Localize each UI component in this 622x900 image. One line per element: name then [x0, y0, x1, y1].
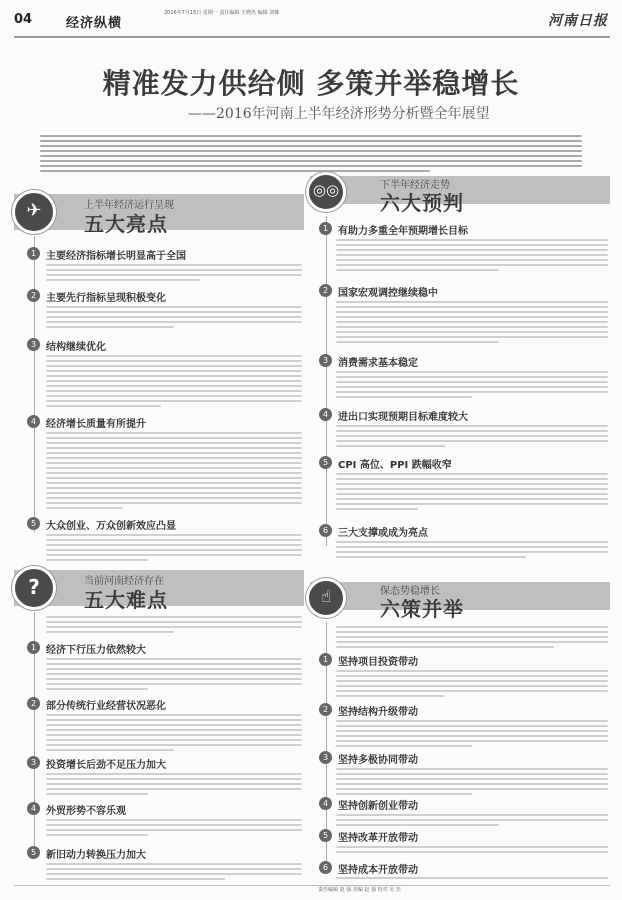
header-info: 2016年7月15日 星期一 责任编辑 王晓杰 编辑 刘娜 — [164, 10, 280, 16]
footer-credits: 责任编辑 赵 强 美编 赵 强 校对 吴 杰 — [318, 887, 401, 893]
article-subtitle: ——2016年河南上半年经济形势分析暨全年展望 — [188, 106, 490, 122]
item-heading: 外贸形势不容乐观 — [46, 806, 126, 817]
intro-paragraph — [40, 135, 582, 175]
page-header — [14, 10, 610, 34]
header-rule — [14, 36, 610, 38]
section-kicker: 上半年经济运行呈现 — [84, 200, 174, 211]
item-heading: 坚持成本开放带动 — [338, 865, 418, 876]
item-text — [336, 877, 608, 882]
item-heading: 进出口实现预期目标难度较大 — [338, 412, 468, 423]
item-heading: 主要先行指标呈现积极变化 — [46, 293, 166, 304]
newspaper-page: 04 经济纵横 2016年7月15日 星期一 责任编辑 王晓杰 编辑 刘娜 河南日报 精准发力供给侧 多策并举稳增长 ——2016年河南上半年经济形势分析暨全年展望 ◎◎ 下半年经济走势 六大预判 1 有助力多重全年预期增长目标 2 国家宏观调控继续稳中 3 消费需求基本稳定 4 进出口实现预期目标难度较大 5 CPI 高位、PPI 跌幅收窄 6 三大支撑或成为亮点 ☝ 保态势稳增长 六策并举 1 坚持项目投资带动 2 坚持结构升级带动 3 坚持多极协同带动 4 坚持创新创业带动 5 坚持改革开放带动 6 坚持成本开放带动 ✈ 上半年经济运行呈现 五大亮点 1 主要经济指标增长明显高于全国 2 主要先行指标呈现积极变化 3 结构继续优化 4 经济增长质量有所提升 5 大众创业、万众创新效应凸显 ? 当前河南经济存在 五大难点 1 经济下行压力依然较大 2 部分传统行业经营状况恶化 3 投资增长后劲不足压力加大 4 外贸形势不容乐观 5 新旧动力转换压力加大 责任编辑 赵 强 美编 赵 强 校对 吴 杰 — [0, 0, 622, 900]
item-text — [336, 541, 608, 561]
article-title: 精准发力供给侧 多策并举稳增长 — [102, 67, 520, 100]
item-text — [336, 301, 608, 346]
section-heading: 五大亮点 — [84, 212, 168, 236]
item-heading: 经济增长质量有所提升 — [46, 419, 146, 430]
item-text — [336, 239, 608, 274]
section-intro — [46, 616, 302, 636]
item-text — [46, 658, 302, 693]
item-text — [336, 473, 608, 513]
item-heading: 坚持多极协同带动 — [338, 755, 418, 766]
item-heading: 大众创业、万众创新效应凸显 — [46, 521, 176, 532]
timeline-line — [326, 216, 327, 546]
section-intro — [336, 626, 608, 651]
item-text — [46, 863, 302, 883]
item-text — [336, 720, 608, 750]
item-text — [336, 768, 608, 798]
rocket-icon: ✈ — [12, 190, 56, 234]
item-heading: 消费需求基本稳定 — [338, 358, 418, 369]
section-name: 经济纵横 — [66, 16, 123, 31]
item-heading: 结构继续优化 — [46, 342, 106, 353]
item-text — [46, 773, 302, 798]
item-heading: 国家宏观调控继续稳中 — [338, 288, 438, 299]
page-number: 04 — [14, 12, 33, 27]
item-text — [46, 534, 302, 564]
item-heading: 主要经济指标增长明显高于全国 — [46, 251, 186, 262]
item-text — [46, 432, 302, 512]
item-heading: 新旧动力转换压力加大 — [46, 850, 146, 861]
item-heading: CPI 高位、PPI 跌幅收窄 — [338, 460, 452, 471]
hand-money-icon: ☝ — [306, 578, 346, 618]
item-heading: 有助力多重全年预期增长目标 — [338, 226, 468, 237]
section-heading: 六大预判 — [380, 191, 464, 215]
item-heading: 坚持项目投资带动 — [338, 657, 418, 668]
item-heading: 坚持改革开放带动 — [338, 833, 418, 844]
item-heading: 坚持结构升级带动 — [338, 707, 418, 718]
item-text — [336, 371, 608, 401]
binoculars-icon: ◎◎ — [306, 172, 346, 212]
item-heading: 坚持创新创业带动 — [338, 801, 418, 812]
item-heading: 投资增长后劲不足压力加大 — [46, 760, 166, 771]
item-text — [336, 846, 608, 856]
section-kicker: 保态势稳增长 — [380, 586, 440, 597]
section-heading: 五大难点 — [84, 588, 168, 612]
section-kicker: 当前河南经济存在 — [84, 576, 164, 587]
section-kicker: 下半年经济走势 — [380, 180, 450, 191]
newspaper-logo: 河南日报 — [548, 13, 608, 29]
item-text — [336, 670, 608, 700]
item-heading: 经济下行压力依然较大 — [46, 645, 146, 656]
item-text — [336, 425, 608, 450]
item-text — [46, 714, 302, 754]
item-text — [46, 355, 302, 410]
section-heading: 六策并举 — [380, 597, 464, 621]
timeline-line — [34, 236, 35, 532]
item-text — [46, 819, 302, 839]
item-text — [46, 306, 302, 331]
footer-rule — [14, 885, 610, 886]
item-heading: 三大支撑或成为亮点 — [338, 528, 428, 539]
item-heading: 部分传统行业经营状况恶化 — [46, 701, 166, 712]
item-text — [336, 814, 608, 829]
item-text — [46, 264, 302, 284]
question-icon: ? — [12, 566, 56, 610]
